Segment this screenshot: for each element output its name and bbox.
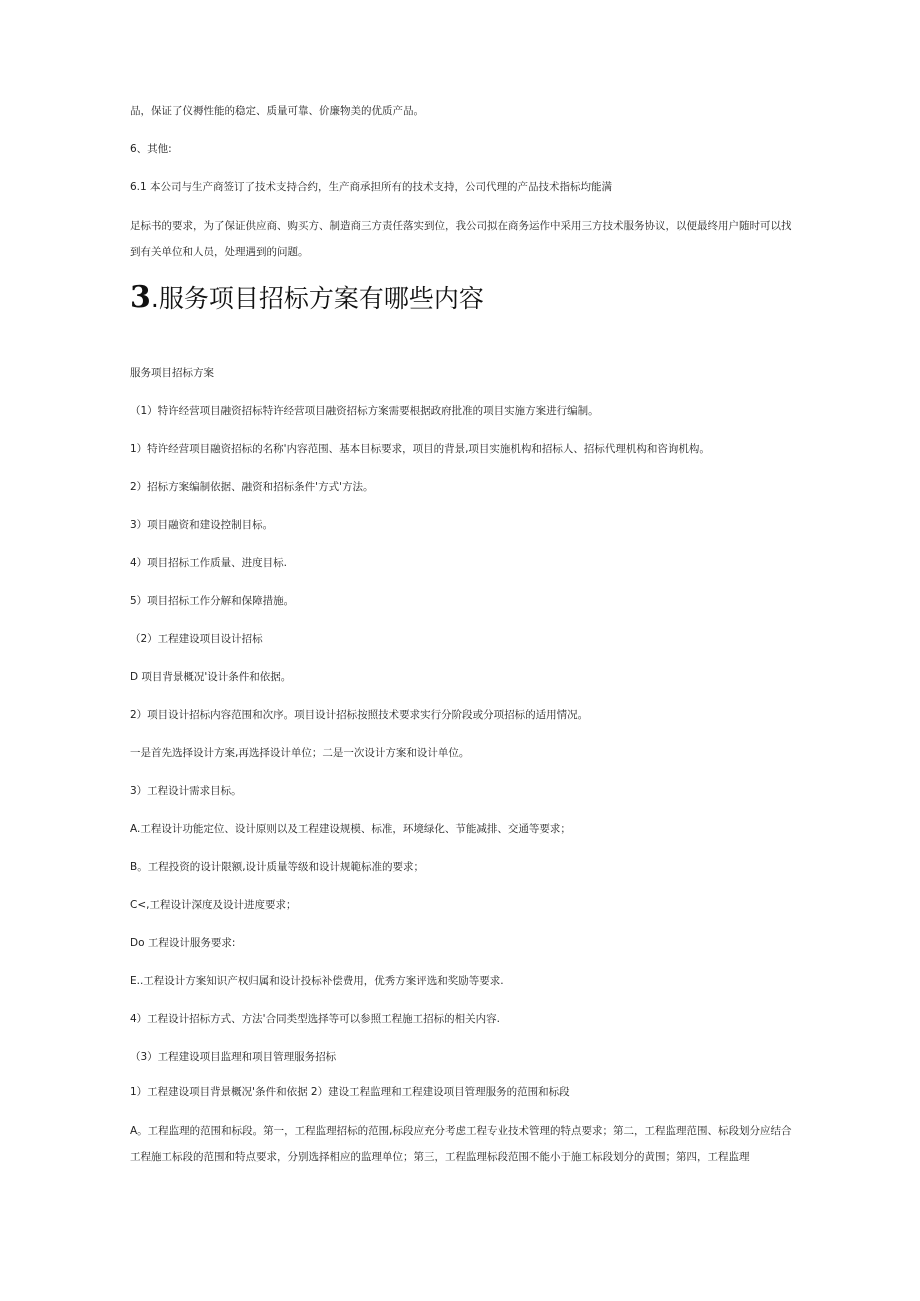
section-heading-text: .服务项目招标方案有哪些内容 (150, 284, 484, 313)
paragraph-item-1-1: 1）特许经营项目融资招标的名称'内容范围、基本目标要求，项目的背景,项目实施机构和招标人、招标代理机构和咨询机构。 (130, 443, 710, 455)
paragraph-item-2-3-a: A.工程设计功能定位、设计原则以及工程建设规模、标准，环境绿化、节能减排、交通等要求； (130, 823, 571, 835)
paragraph-item-2-3-e: E..工程设计方案知识产权归属和设计投标补偿费用，优秀方案评选和奖励等要求. (130, 975, 504, 987)
paragraph-item-3-a: A。工程监理的范围和标段。第一，工程监理招标的范围,标段应充分考虑工程专业技术管理的特点要求；第二，工程监理范围、标段划分应结合工程施工标段的范围和特点要求，分别选择相应的监理单位；第三，工程监理标段范围不能小于施工标段划分的黄围；第四，工程监理 (130, 1125, 792, 1163)
paragraph-tender-requirements: 足标书的要求，为了保证供应商、购买方、制造商三方责任落实到位，我公司拟在商务运作中采用三方技术服务协议，以便最终用户随时可以找到有关单位和人员，处理遇到的问题。 (130, 220, 792, 258)
paragraph-subtitle: 服务项目招标方案 (130, 367, 214, 379)
paragraph-item-2-3-b: B。工程投资的设计限额,设计质量等级和设计规範标准的要求； (130, 861, 425, 873)
paragraph-item-1-5: 5）项目招标工作分解和保障措施。 (130, 595, 295, 607)
paragraph-item-2-3-d: Do 工程设计服务要求: (130, 937, 236, 949)
paragraph-item-1-3: 3）项目融资和建设控制目标。 (130, 519, 274, 531)
paragraph-item-3-1: 1）工程建设项目背景概况'条件和依据 2）建设工程监理和工程建设项目管理服务的范围和标段 (130, 1086, 570, 1098)
paragraph-product-quality: 品，保证了仪褥性能的稳定、质量可靠、价廉物美的优质产品。 (130, 105, 424, 117)
section-heading (130, 278, 484, 319)
paragraph-item-1-2: 2）招标方案编制依据、融资和招标条件'方式'方法。 (130, 481, 374, 493)
paragraph-item-2-options: 一是首先选择设计方案,再选择设计单位；二是一次设计方案和设计单位。 (130, 747, 470, 759)
paragraph-item-3: （3）工程建设项目监理和项目管理服务招标 (130, 1051, 337, 1063)
paragraph-item-1: （1）特许经营项目融资招标特许经营项目融资招标方案需要根据政府批准的项目实施方案进行编制。 (130, 405, 599, 417)
paragraph-item-2-3: 3）工程设计需求目标。 (130, 785, 242, 797)
paragraph-tech-support: 6.1 本公司与生产商签订了技术支持合约，生产商承担所有的技术支持，公司代理的产品技术指标均能满 (130, 181, 613, 193)
paragraph-item-2-2: 2）项目设计招标内容范围和次序。项目设计招标按照技术要求实行分阶段或分项招标的适用情况。 (130, 709, 589, 721)
paragraph-other-heading: 6、其他: (130, 143, 172, 155)
paragraph-item-2: （2）工程建设项目设计招标 (130, 633, 263, 645)
paragraph-item-2-4: 4）工程设计招标方式、方法'合同类型选择等可以参照工程施工招标的相关内容. (130, 1013, 500, 1025)
paragraph-item-1-4: 4）项目招标工作质量、进度目标. (130, 557, 288, 569)
section-heading-number: 3 (130, 280, 151, 315)
paragraph-item-2-3-c: C<,工程设计深度及设计进度要求； (130, 899, 297, 911)
paragraph-item-2-1: D 项目背景概况'设计条件和依据。 (130, 671, 292, 683)
